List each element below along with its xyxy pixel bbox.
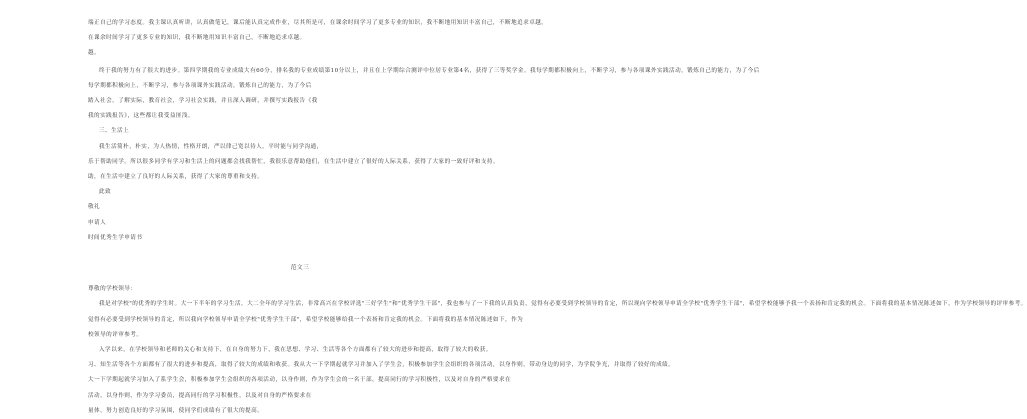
text-line: 在课余时间学习了更多专业的知识，我不断地用知识丰富自己，不断地追求卓越。 [88, 35, 306, 42]
text-line: 我的实践报告》，这些都让我受益匪浅。 [88, 113, 194, 120]
text-line: 活动，以身作则，作为学习委员，提高同行的学习积极性，以及对自身的严格要求在 [88, 392, 312, 399]
text-line: 觉得有必要受到学校领导的肯定，所以我向学校领导申请全学校"优秀学生干部"，希望学校能够给我一个表扬和肯定我的机会。下面将我的基本情况陈述如下，作为 [88, 316, 524, 323]
document-body [88, 16, 1027, 419]
closing-line: 敬礼 [88, 204, 101, 211]
text-line: 乐于帮助同学。所以很多同学有学习和生活上的问题都会找我帮忙，我很乐意帮助他们，在生活中建立了很好的人际关系，获得了大家的一致好评和支持。 [88, 158, 499, 165]
closing-line: 此致 [99, 189, 112, 196]
text-line: 越。 [88, 50, 101, 57]
text-line: 量体，努力创造良好的学习氛围，使同学们成绩有了很大的提高。 [88, 407, 264, 414]
closing-line: 时间优秀生学申请书 [88, 234, 143, 241]
text-line: 踏入社会，了解实际，教育社会，学习社会实践，并且深入调研，并撰写实践报告《我 [88, 98, 318, 105]
closing-line: 申请人 [88, 219, 107, 226]
section-heading: 三、生活上 [99, 128, 130, 135]
text-line: 入学以来，在学校领导和老师的关心和支持下，在自身的努力下，我在思想、学习、生活等各个方面都有了较大的进步和提高，取得了较大的收获。 [99, 347, 492, 354]
text-line: 习、知生活等各个方面都有了很大的进步和提高，取得了较大的成绩和收获。我从大一下学期起就学习并加入了学生会，积极参加学生会组织的各项活动，以身作则，带动身边的同学，为学院争光，并取得了较好的成绩。 [88, 362, 675, 369]
text-line: 终于我的努力有了很大的进步。第四学期我的专业成绩大有60分，排名我的专业成绩第10分以上，并且在上学期综合测评中位居专业第4名，获得了三等奖学金。我每学期都积极向上，不断学习，参与各项课外实践活动，锻炼自己的能力，为了今后 [99, 67, 760, 74]
text-line: 端正自己的学习态度。我主课认真听讲，认真做笔记，课后能认真完成作业，尽其所是可，在课余时间学习了更多专业的知识，我不断地用知识丰富自己，不断地追求卓越。 [88, 20, 548, 26]
text-line: 每学期都积极向上，不断学习，参与各项课外实践活动，锻炼自己的能力，为了今后 [88, 82, 312, 89]
text-line: 我生活简朴，朴实，为人热情，性格开朗，严以律己宽以待人，平时能与同学沟通， [99, 143, 323, 150]
template-title: 范文三 [290, 265, 310, 272]
text-line: 我是对学校"的优秀的学生时。大一下半年的学习生活，大二全年的学习生活，非常高兴在学校评选"三好学生"和"优秀学生干部"，我也参与了一下我的认真负责，觉得有必要受到学校领导的肯定，所以现向学校领导申请全学校"优秀学生干部"，希望学校能够予我一个表扬和肯定我的机会。下面将我的基本情况陈述如下，作为学校领导的评审参考。 [99, 301, 1027, 308]
text-line: 助，在生活中建立了良好的人际关系，获得了大家的尊重和支持。 [88, 174, 264, 181]
text-line: 大一下学期起就学习加入了系学生会，积极参加学生会组织的各项活动，以身作则，作为学生会的一名干部，提高同行的学习积极性，以及对自身的严格要求在 [88, 377, 512, 384]
greeting: 尊敬的学校领导： [88, 286, 137, 293]
text-line: 校领导的评审参考。 [88, 331, 143, 338]
